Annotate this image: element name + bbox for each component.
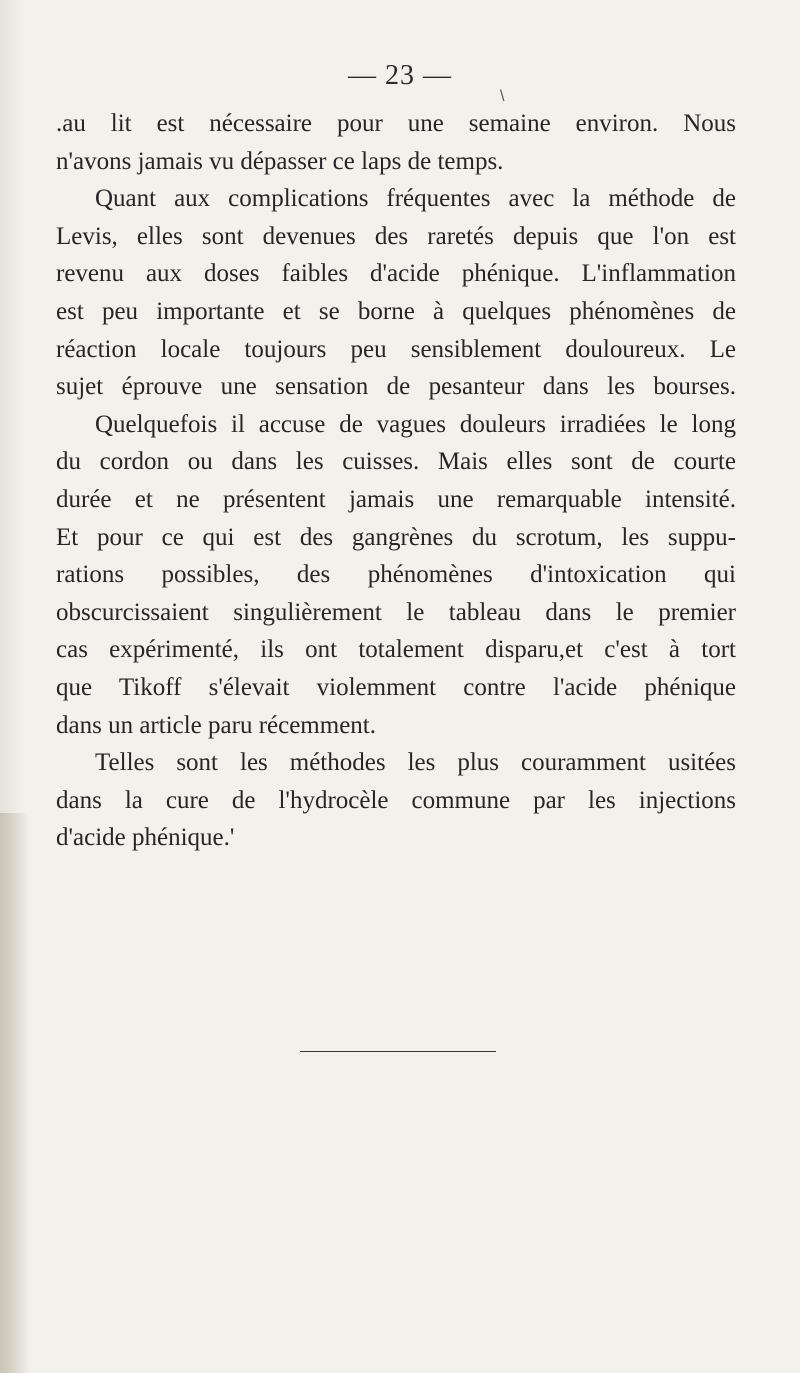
text-line: Quelquefois il accuse de vagues douleurs irradiées le long [95, 410, 736, 438]
text-line: dans la cure de l'hydrocèle commune par les injections [56, 786, 736, 814]
body-text [56, 105, 736, 857]
stray-mark: \ [500, 88, 505, 105]
text-line: Levis, elles sont devenues des raretés depuis que l'on est [56, 222, 736, 250]
text-line: du cordon ou dans les cuisses. Mais elles sont de courte [56, 448, 736, 476]
text-line: Telles sont les méthodes les plus couramment usitées [95, 749, 736, 777]
text-line: Et pour ce qui est des gangrènes du scrotum, les suppu- [56, 523, 736, 551]
text-line: .au lit est nécessaire pour une semaine environ. Nous [56, 110, 736, 137]
text-line: n'avons jamais vu dépasser ce laps de temps. [56, 147, 504, 175]
text-line: obscurcissaient singulièrement le tableau dans le premier [56, 598, 736, 626]
text-line: que Tikoff s'élevait violemment contre l'acide phénique [56, 673, 736, 701]
text-line: cas expérimenté, ils ont totalement disparu,et c'est à tort [56, 636, 736, 664]
text-line: dans un article paru récemment. [56, 711, 376, 739]
text-line: d'acide phénique.' [56, 824, 235, 852]
text-line: revenu aux doses faibles d'acide phénique. L'inflammation [56, 260, 736, 288]
text-line: durée et ne présentent jamais une remarquable intensité. [56, 485, 736, 513]
page-number: — 23 — [348, 60, 452, 91]
section-end-rule [300, 1051, 496, 1052]
page-edge-shadow [0, 813, 30, 1373]
text-line: rations possibles, des phénomènes d'intoxication qui [56, 561, 736, 589]
text-line: sujet éprouve une sensation de pesanteur dans les bourses. [56, 373, 736, 401]
text-line: réaction locale toujours peu sensiblement douloureux. Le [56, 335, 736, 363]
text-line: Quant aux complications fréquentes avec la méthode de [95, 185, 736, 213]
text-line: est peu importante et se borne à quelques phénomènes de [56, 297, 736, 325]
